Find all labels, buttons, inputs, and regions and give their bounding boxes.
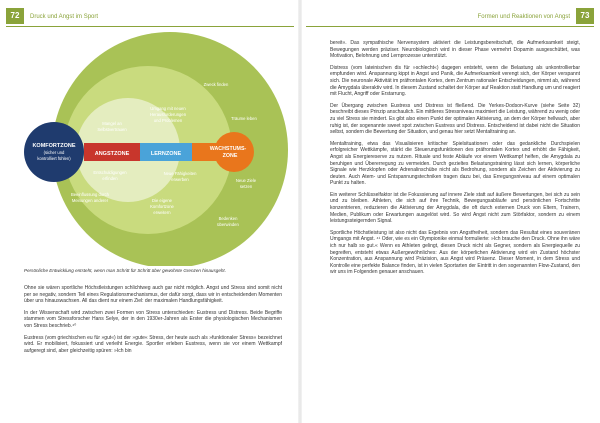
wachstumszone-label-1: WACHSTUMS-: [209, 146, 247, 152]
angstzone-label: ANGSTZONE: [94, 151, 130, 157]
right-paragraph-1: bereit«. Das sympathische Nervensystem aktiviert die Leistungsbereitschaft, die Aufmerksamkeit steigt, Bewegungen werden präziser. Neurobiologisch wird in dieser Phase vermehrt Dopamin ausgeschüttet, was Motivation, Belohnung und Lernprozesse unterstützt.: [330, 40, 580, 60]
note-traeume-leben: Träume leben: [231, 116, 257, 121]
right-paragraph-4: Mentaltraining, etwa das Visualisieren kritischer Spielsituationen oder das gedankliche Durchspielen erfolgreicher Wettkämpfe, stärkt die Steuerungsfunktionen des präfrontalen Kortex und erhöht die Fähigkeit, Angst als Energiereserve zu nutzen. Rituale und feste Abläufe vor einem Wettkampf helfen, die Amygdala zu beruhigen und Übererregung zu vermeiden. Durch gezieltes Belastungstraining lässt sich lernen, körperliche Signale wie Herzklopfen oder Adrenalinschübe nicht als Bedrohung, sondern als Zeichen der Aktivierung zu deuten. Auch Atem- und Entspannungstechniken tragen dazu bei, das Erregungsniveau auf einem optimalen Punkt zu halten.: [330, 140, 580, 187]
left-paragraph-1: Ohne sie wären sportliche Höchstleistungen schlichtweg auch gar nicht möglich. Angst und Stress sind somit nicht per se negativ, sondern Teil eines Regulationsmechanismus, der dafür sorgt, dass wir in entscheidenden Momenten über uns hinauswachsen. All das dient nur einem Ziel: der maximalen Handlungsfähigkeit.: [24, 285, 282, 305]
figure-caption: Persönliche Entwicklung entsteht, wenn man Schritt für Schritt über gewohnte Grenzen hinausgeht.: [24, 268, 226, 273]
note-ziele-2: setzen: [239, 184, 253, 189]
note-mangel-2: Selbstvertrauen: [97, 127, 127, 132]
page-number-left: 72: [6, 8, 24, 24]
note-entschuldigungen-2: erfinden: [102, 176, 118, 181]
right-paragraph-2: Distress (vom lateinischen dis für »schlecht«) dagegen entsteht, wenn die Belastung als unkontrollierbar empfunden wird. Anspannung kippt in Angst und Panik, die Aufmerksamkeit verengt sich, der Körper verspannt sich. Die neuronale Aktivität im präfrontalen Kortex, dem Zentrum rationaler Entscheidungen, nimmt ab, während die Amygdala überaktiv wird. In diesem Zustand schaltet der Körper auf Reaktion statt Handlung um und reagiert mit Flucht, Angriff oder Erstarrung.: [330, 64, 580, 98]
note-faehigkeiten-2: erwerben: [171, 177, 189, 182]
right-body-text: [330, 40, 580, 281]
comfort-zone-diagram: [20, 30, 290, 266]
note-komfortzone-erweitern-1: Die eigene: [151, 198, 173, 203]
note-umgang-3: und Problemen: [153, 118, 183, 123]
note-faehigkeiten-1: Neue Fähigkeiten: [163, 171, 197, 176]
right-paragraph-5: Ein weiterer Schlüsselfaktor ist die Fokussierung auf innere Ziele statt auf äußere Bewertungen, bei sich zu sein und zu bleiben. Athleten, die sich auf ihre Technik, Bewegungsabläufe und persönlichen Fortschritte konzentrieren, reduzieren die Aktivierung der Amygdala, die oft durch externen Druck von Eltern, Trainern, Medien, Publikum oder Erwartungen ausgelöst wird. So wird Angst nicht zum Störfaktor, sondern zu einem leistungssteigernden Signal.: [330, 191, 580, 225]
note-beeinflussung-2: Meinungen anderer: [71, 198, 109, 203]
running-head-right: Formen und Reaktionen von Angst: [477, 14, 570, 20]
komfortzone-label: KOMFORTZONE: [32, 143, 76, 149]
note-zweck-finden: Zweck finden: [203, 82, 229, 87]
header-rule-left: [6, 26, 294, 27]
note-ziele-1: Neue Ziele: [235, 178, 257, 183]
komfortzone-sub1: (sicher und: [43, 150, 65, 155]
header-rule-right: [306, 26, 594, 27]
left-paragraph-2: In der Wissenschaft wird zwischen zwei Formen von Stress unterschieden: Eustress und Distress. Beide Begriffe stammen vom Stressforscher Hans Selye, der in den 1930er-Jahren als Erster die physiologischen Mechanismen von Stress beschrieb.⁴⁰: [24, 309, 282, 329]
left-body-text: [24, 285, 282, 359]
note-komfortzone-erweitern-3: erweitern: [153, 210, 171, 215]
right-paragraph-6: Sportliche Höchstleistung ist also nicht das Ergebnis von Angstfreiheit, sondern das Resultat eines souveränen Umgangs mit Angst. ⁴¹ Oder, wie es ein Olympionike einmal formulierte: »Ich brauche den Druck. Ohne ihn wäre ich nur halb so gut.« Wenn es Athleten gelingt, diesen Druck nicht als Gegner, sondern als Energiequelle zu begreifen, entsteht etwas Außergewöhnliches: Aus der körperlichen Aktivierung wird ein Zustand höchster Konzentration, aus Anspannung wird Präzision, aus Angst wird Präsenz. Dieser Moment, in dem Stress und Kontrolle eine perfekte Balance finden, ist in vielen Sportarten der Eintritt in den sogenannten Flow-Zustand, den wir uns im Folgenden genauer anschauen.: [330, 229, 580, 276]
note-beeinflussung-1: Beeinflussung durch: [71, 192, 109, 197]
note-entschuldigungen-1: Entschuldigungen: [93, 170, 127, 175]
komfortzone-sub2: kontrolliert fühlen): [37, 156, 71, 161]
wachstumszone-label-2: ZONE: [222, 153, 238, 159]
left-paragraph-3: Eustress (vom griechischen eu für »gut«) ist der »gute« Stress, der heute auch als »funktionaler Stress« bezeichnet wird. Er mobilisiert, fokussiert und verleiht Energie. Sportler erleben Eustress, wenn sie vor einem Wettkampf aufgeregt sind, aber gleichzeitig spüren: »Ich bin: [24, 334, 282, 354]
running-head-left: Druck und Angst im Sport: [30, 14, 99, 20]
lernzone-label: LERNZONE: [150, 151, 182, 157]
page-number-right: 73: [576, 8, 594, 24]
note-komfortzone-erweitern-2: Komfortzone: [150, 204, 174, 209]
wachstumszone-cap: [214, 132, 254, 172]
note-bedenken-1: Bedenken: [218, 216, 238, 221]
note-mangel-1: Mangel an: [102, 121, 122, 126]
note-umgang-1: Umgang mit neuen: [150, 106, 186, 111]
note-umgang-2: Herausforderungen: [149, 112, 187, 117]
right-paragraph-3: Der Übergang zwischen Eustress und Distress ist fließend. Die Yerkes-Dodson-Kurve (siehe Seite 32) beschreibt dieses Prinzip anschaulich. Ein mittleres Stressniveau maximiert die Leistung, während zu wenig oder zu viel Stress sie mindert. Es gibt also einen Punkt der optimalen Aktivierung, an dem der Körper hellwach, aber ruhig ist, der sogenannte sweet spot zwischen Eustress und Distress. Entscheidend ist dabei nicht die Situation selbst, sondern die Bewertung der Situation, und genau hier setzt Mentaltraining an.: [330, 102, 580, 136]
note-bedenken-2: überwinden: [217, 222, 239, 227]
